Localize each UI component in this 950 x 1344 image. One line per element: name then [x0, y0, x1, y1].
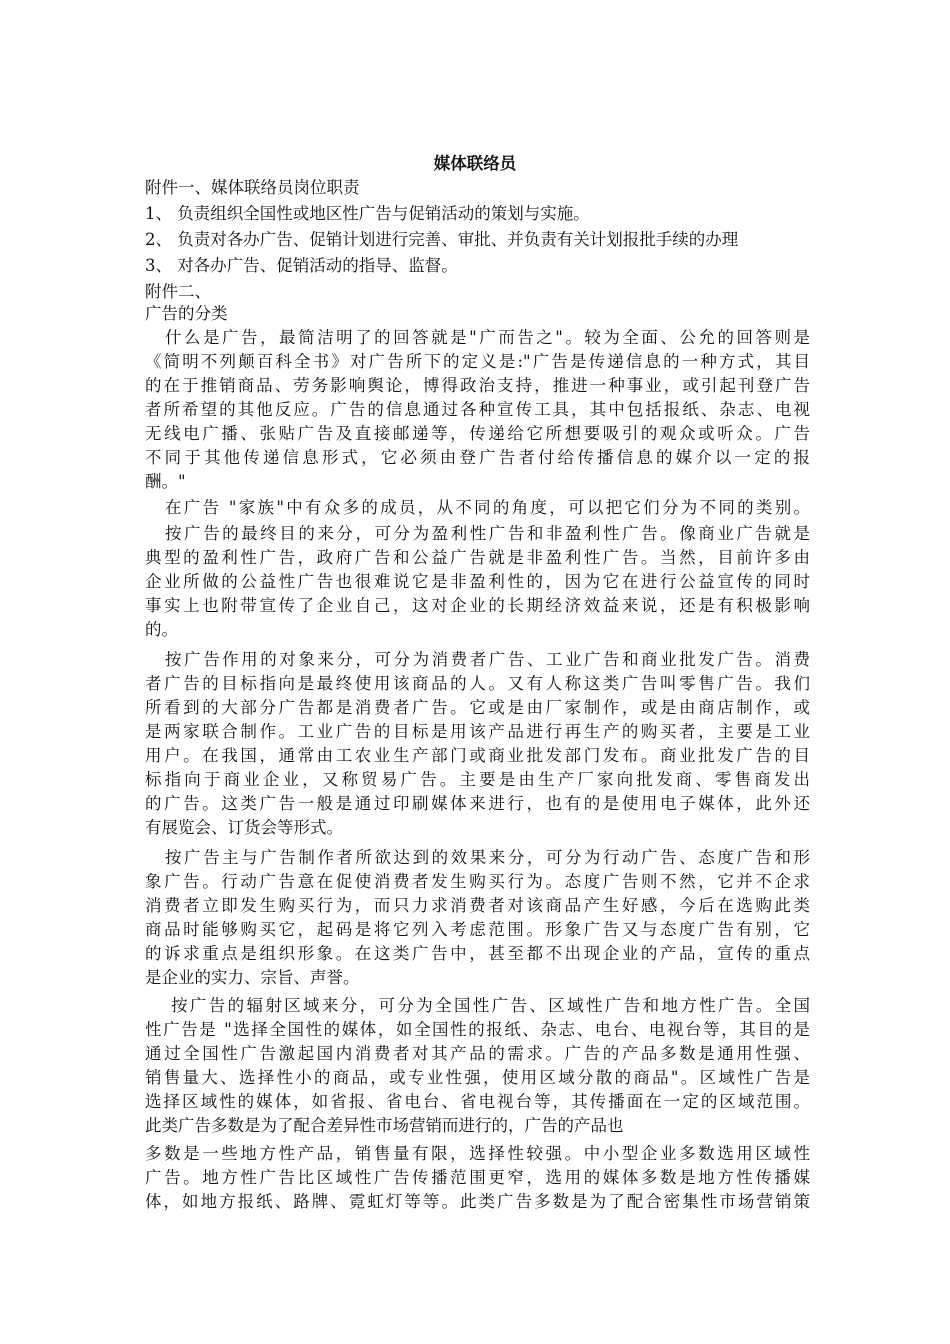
text-line: 选择区域性的媒体，如省报、省电台、省电视台等，其传播面在一定的区域范围。: [145, 1092, 810, 1111]
text-line: 企业所做的公益性广告也很难说它是非盈利性的，因为它在进行公益宣传的同时: [145, 572, 810, 591]
text-line: 商品时能够购买它，起码是将它列入考虑范围。形象广告又与态度广告有别，它: [145, 920, 810, 939]
text-line: 多数是一些地方性产品，销售量有限，选择性较强。中小型企业多数选用区域性: [145, 1144, 810, 1163]
text-line: 按广告作用的对象来分，可分为消费者广告、工业广告和商业批发广告。消费: [165, 650, 810, 669]
text-line: 的广告。这类广告一般是通过印刷媒体来进行，也有的是使用电子媒体，此外还: [145, 794, 810, 813]
text-line: 3、 对各办广告、促销活动的指导、监督。: [145, 256, 458, 275]
text-line: 此类广告多数是为了配合差异性市场营销而进行的，广告的产品也: [145, 1116, 624, 1135]
text-line: 在广告 "家族"中有众多的成员，从不同的角度，可以把它们分为不同的类别。: [165, 498, 810, 517]
text-line: 广告。地方性广告比区域性广告传播范围更窄，选用的媒体多数是地方性传播媒: [145, 1168, 810, 1187]
text-line: 广告的分类: [145, 304, 228, 323]
text-line: 体，如地方报纸、路牌、霓虹灯等等。此类广告多数是为了配合密集性市场营销策: [145, 1192, 810, 1211]
text-line: 通过全国性广告激起国内消费者对其产品的需求。广告的产品多数是通用性强、: [145, 1044, 810, 1063]
text-line: 附件一、媒体联络员岗位职责: [145, 178, 360, 197]
text-line: 无线电广播、张贴广告及直接邮递等，传递给它所想要吸引的观众或听众。广告: [145, 424, 810, 443]
text-line: 附件二、: [145, 282, 211, 301]
text-line: 事实上也附带宣传了企业自己，这对企业的长期经济效益来说，还是有积极影响: [145, 596, 810, 615]
text-line: 消费者立即发生购买行为，而只力求消费者对该商品产生好感，今后在选购此类: [145, 896, 810, 915]
text-line: 典型的盈利性广告，政府广告和公益广告就是非盈利性广告。当然，目前许多由: [145, 548, 810, 567]
text-line: 有展览会、订货会等形式。: [145, 818, 343, 837]
text-line: 按广告的最终目的来分，可分为盈利性广告和非盈利性广告。像商业广告就是: [165, 524, 810, 543]
text-line: 象广告。行动广告意在促使消费者发生购买行为。态度广告则不然，它并不企求: [145, 872, 810, 891]
text-line: 的在于推销商品、劳务影响舆论，博得政治支持，推进一种事业，或引起刊登广告: [145, 376, 810, 395]
text-line: 的。: [145, 620, 178, 639]
text-line: 是企业的实力、宗旨、声誉。: [145, 968, 360, 987]
text-line: 销售量大、选择性小的商品，或专业性强，使用区域分散的商品"。区域性广告是: [145, 1068, 810, 1087]
text-line: 标指向于商业企业，又称贸易广告。主要是由生产厂家向批发商、零售商发出: [145, 770, 810, 789]
text-line: 用户。在我国，通常由工农业生产部门或商业批发部门发布。商业批发广告的目: [145, 746, 810, 765]
text-line: 2、 负责对各办广告、促销计划进行完善、审批、并负责有关计划报批手续的办理: [145, 230, 739, 249]
text-line: 者广告的目标指向是最终使用该商品的人。又有人称这类广告叫零售广告。我们: [145, 674, 810, 693]
text-line: 者所希望的其他反应。广告的信息通过各种宣传工具，其中包括报纸、杂志、电视: [145, 400, 810, 419]
text-line: 不同于其他传递信息形式，它必须由登广告者付给传播信息的媒介以一定的报: [145, 448, 810, 467]
text-line: 性广告是 "选择全国性的媒体，如全国性的报纸、杂志、电台、电视台等，其目的是: [145, 1020, 810, 1039]
text-line: 酬。": [145, 472, 186, 491]
text-line: 按广告的辐射区域来分，可分为全国性广告、区域性广告和地方性广告。全国: [171, 996, 810, 1015]
document-title: 媒体联络员: [433, 154, 517, 173]
text-line: 《简明不列颠百科全书》对广告所下的定义是:"广告是传递信息的一种方式，其目: [145, 352, 810, 371]
text-line: 是两家联合制作。工业广告的目标是用该产品进行再生产的购买者，主要是工业: [145, 722, 810, 741]
text-line: 什么是广告，最简洁明了的回答就是"广而告之"。较为全面、公允的回答则是: [165, 328, 810, 347]
text-line: 按广告主与广告制作者所欲达到的效果来分，可分为行动广告、态度广告和形: [165, 848, 810, 867]
text-line: 1、 负责组织全国性或地区性广告与促销活动的策划与实施。: [145, 204, 590, 223]
text-line: 所看到的大部分广告都是消费者广告。它或是由厂家制作，或是由商店制作，或: [145, 698, 810, 717]
text-line: 的诉求重点是组织形象。在这类广告中，甚至都不出现企业的产品，宣传的重点: [145, 944, 810, 963]
